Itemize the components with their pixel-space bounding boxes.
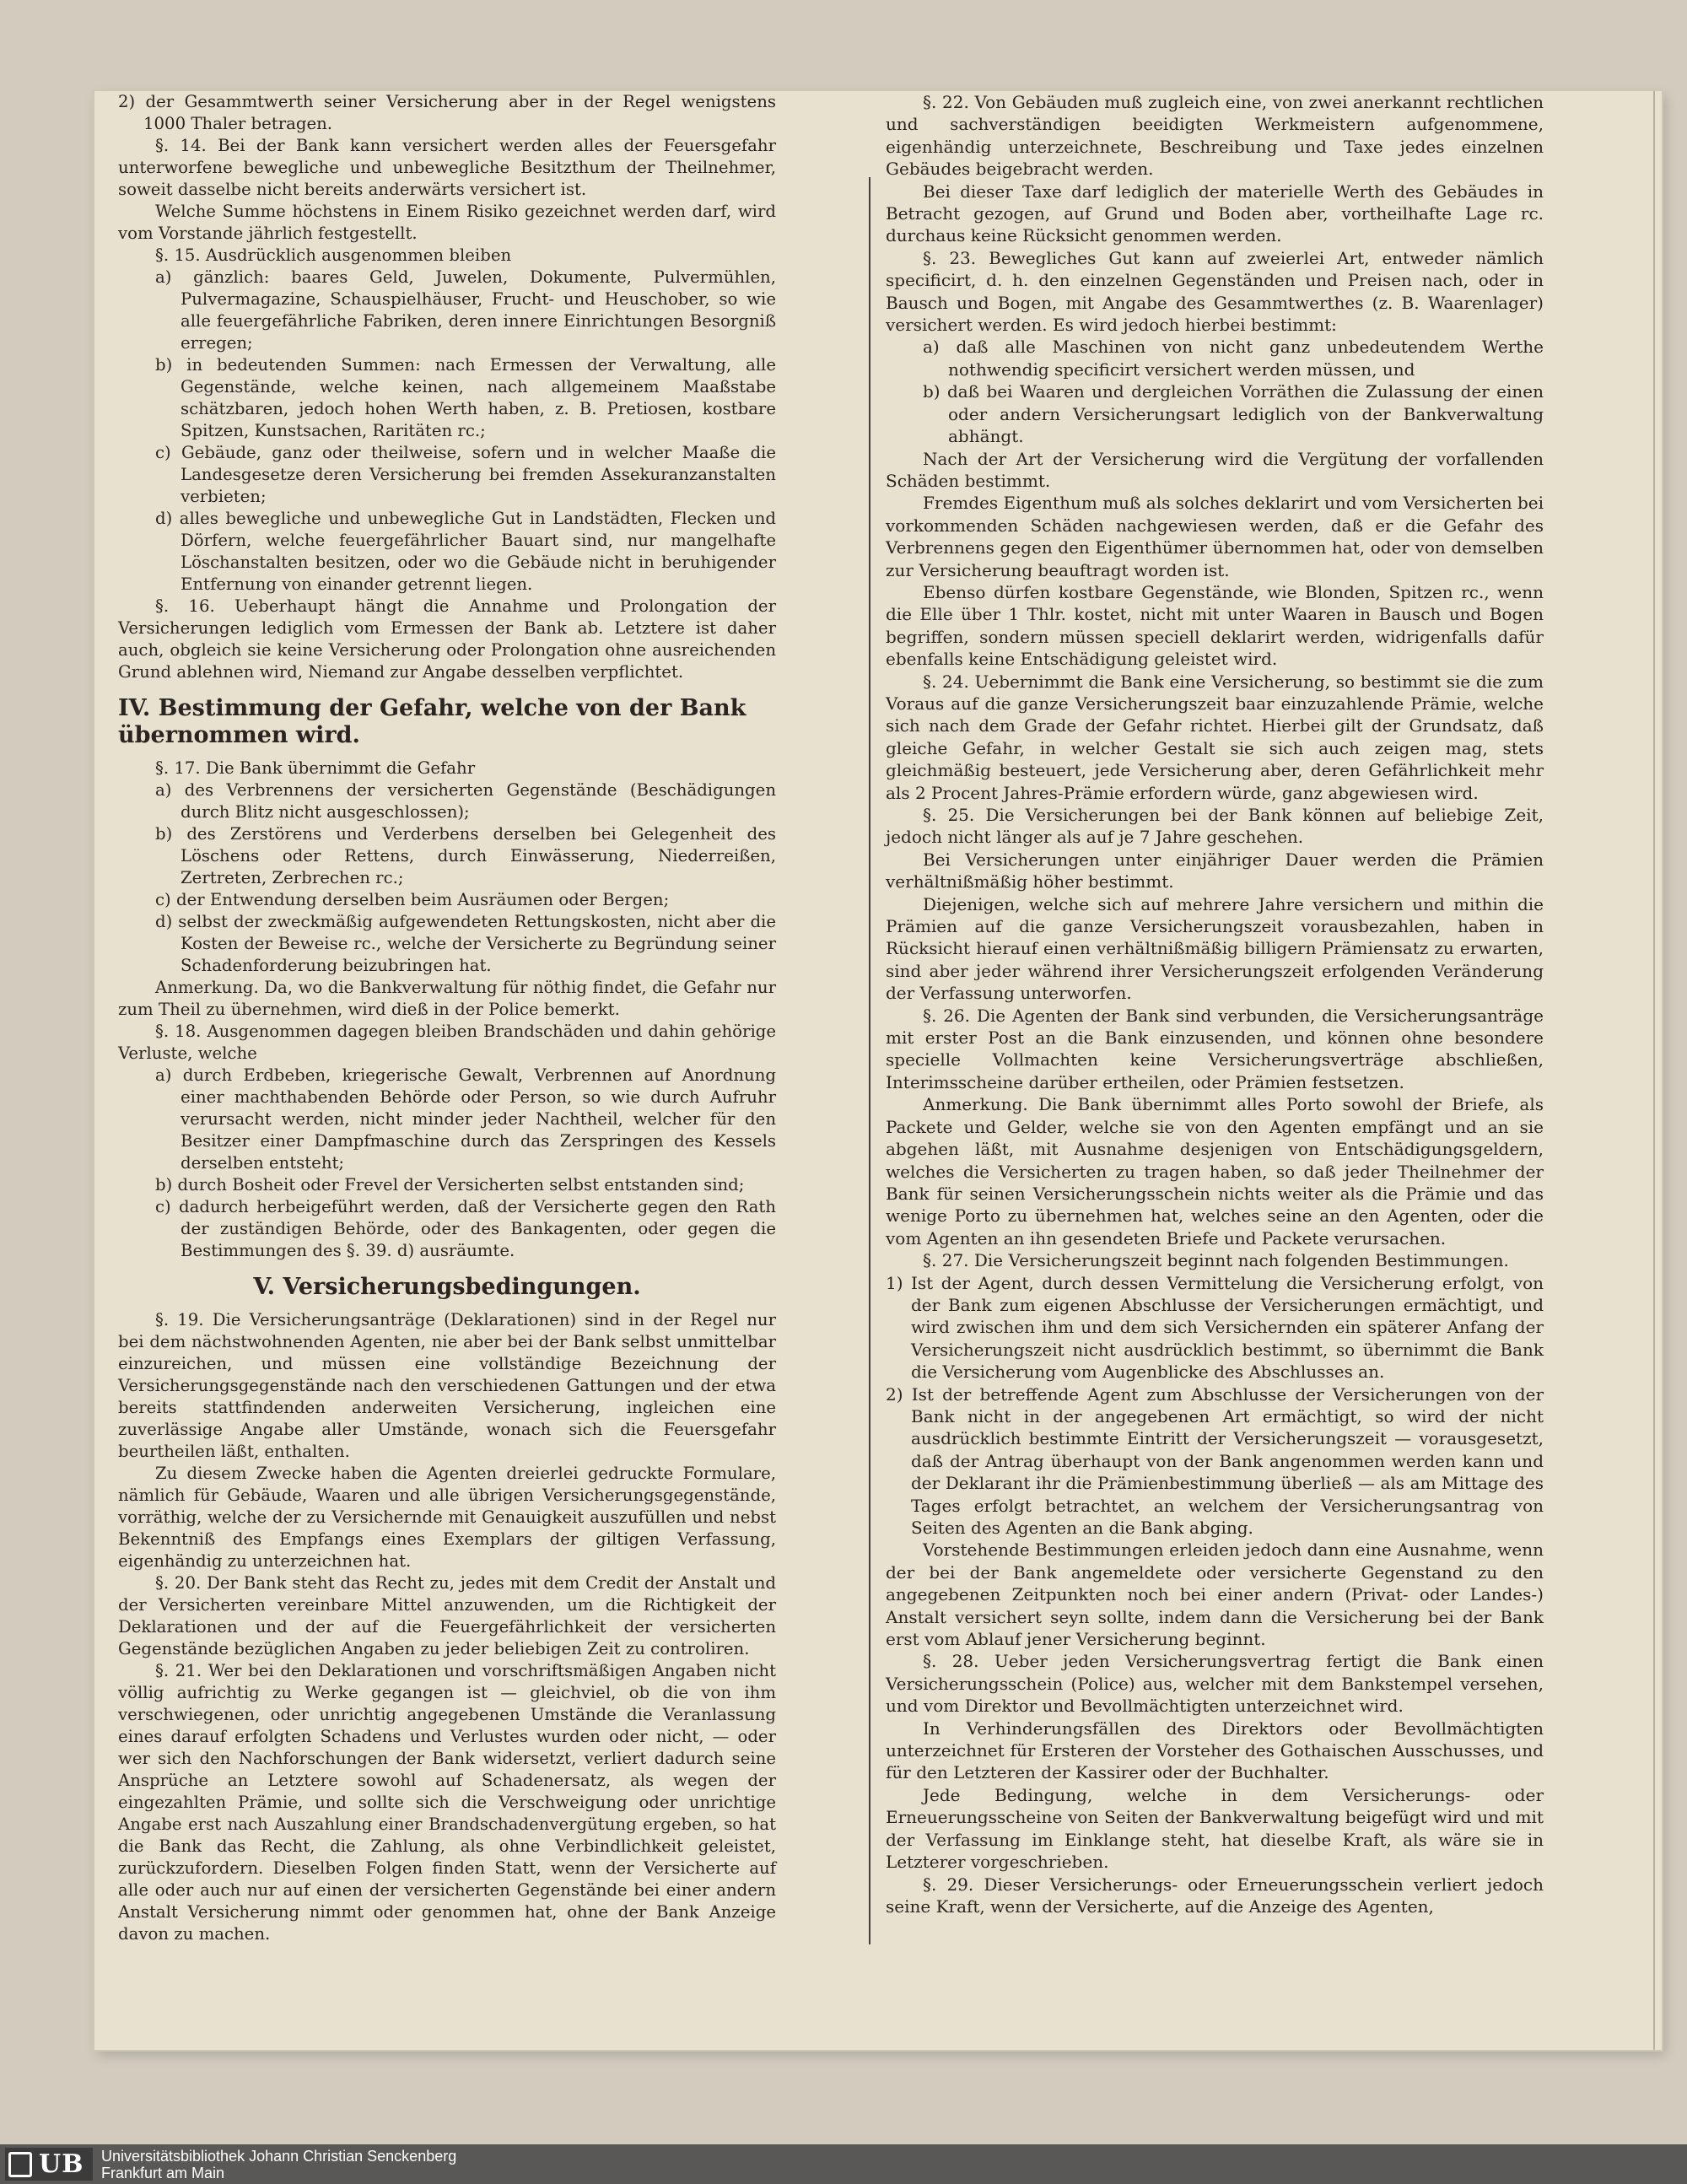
paragraph: §. 22. Von Gebäuden muß zugleich eine, von zwei anerkannt rechtlichen und sachverständigen beeidigten Werkmeistern aufgenommene, eigenhändig unterzeichnete, Beschreibung und Taxe jedes einzelnen Gebäudes beigebracht werden. xyxy=(886,92,1544,180)
column-divider xyxy=(869,177,870,1944)
paragraph: §. 24. Uebernimmt die Bank eine Versicherung, so bestimmt sie die zum Voraus auf die ganze Versicherungszeit baar einzuzahlende Prämie, welche sich nach dem Grade der Gefahr richtet. Hierbei gilt der Grundsatz, daß gleiche Gefahr, in welcher Gestalt sie sich auch zeigen mag, stets gleichmäßig besteuert, jede Versicherung aber, deren Gefährlichkeit mehr als 2 Procent Jahres-Prämie erfordern würde, ganz abgewiesen wird. xyxy=(886,671,1544,803)
logo-text: UB xyxy=(39,2149,84,2179)
paragraph: Nach der Art der Versicherung wird die Vergütung der vorfallenden Schäden bestimmt. xyxy=(886,448,1544,491)
paragraph: §. 20. Der Bank steht das Recht zu, jedes mit dem Credit der Anstalt und der Versicherten vereinbare Mittel anzuwenden, um die Richtigkeit der Deklarationen und der auf die Feuergefährlichkeit der versicherten Gegenstände bezüglichen Angaben zu jeder beliebigen Zeit zu controliren. xyxy=(118,1573,776,1658)
paragraph: §. 16. Ueberhaupt hängt die Annahme und Prolongation der Versicherungen lediglich vom Ermessen der Bank ab. Letztere ist daher auch, obgleich sie keine Versicherung oder Prolongation ohne ausreichenden Grund ablehnen wird, Niemand zur Angabe desselben verpflichtet. xyxy=(118,596,776,682)
paragraph: Vorstehende Bestimmungen erleiden jedoch dann eine Ausnahme, wenn der bei der Bank angemeldete oder versicherte Gegenstand zu den angegebenen Zeitpunkten noch bei einer andern (Privat- oder Landes-) Anstalt versichert seyn sollte, indem dann die Versicherung bei der Bank erst vom Ablauf jener Versicherung beginnt. xyxy=(886,1540,1544,1650)
list-item: b) des Zerstörens und Verderbens derselben bei Gelegenheit des Löschens oder Rettens, durch Einwässerung, Niederreißen, Zertreten, Zerbrechen rc.; xyxy=(155,824,776,887)
list-item: c) dadurch herbeigeführt werden, daß der Versicherte gegen den Rath der zuständigen Behörde, oder des Bankagenten, oder gegen die Bestimmungen des §. 39. d) ausräumte. xyxy=(155,1197,776,1260)
paragraph: §. 29. Dieser Versicherungs- oder Erneuerungsschein verliert jedoch seine Kraft, wenn der Versicherte, auf die Anzeige des Agenten, xyxy=(886,1874,1544,1917)
paragraph: Diejenigen, welche sich auf mehrere Jahre versichern und mithin die Prämien auf die ganze Versicherungszeit vorausbezahlen, haben in Rücksicht hierauf einen verhältnißmäßig billigern Prämiensatz zu erwarten, sind aber jeder während ihrer Versicherungszeit erfolgenden Veränderung der Verfassung unterworfen. xyxy=(886,893,1544,1004)
paragraph: §. 23. Bewegliches Gut kann auf zweierlei Art, entweder nämlich specificirt, d. h. den einzelnen Gegenständen und Preisen nach, oder in Bausch und Bogen, mit Angabe des Gesammtwerthes (z. B. Waarenlager) versichert werden. Es wird jedoch hierbei bestimmt: xyxy=(886,247,1544,336)
paragraph: Jede Bedingung, welche in dem Versicherungs- oder Erneuerungsscheine von Seiten der Bankverwaltung beigefügt wird und mit der Verfassung im Einklange steht, hat dieselbe Kraft, als wäre sie in Letzterer vorgeschrieben. xyxy=(886,1784,1544,1873)
list-item: a) des Verbrennens der versicherten Gegenstände (Beschädigungen durch Blitz nicht ausgeschlossen); xyxy=(155,780,776,822)
library-footer-bar xyxy=(0,2144,1687,2184)
numbered-item: 2) Ist der betreffende Agent zum Abschlusse der Versicherungen von der Bank nicht in der angegebenen Art ermächtigt, so wird der nicht ausdrücklich bestimmte Eintritt der Versicherungszeit — vorausgesetzt, daß der Antrag überhaupt von der Bank angenommen werden kann und der Deklarant ihr die Prämienbestimmung überließ — als am Mittage des Tages erfolgt betrachtet, an welchem der Versicherungsantrag von Seiten des Agenten an die Bank abging. xyxy=(886,1383,1544,1538)
left-text-column xyxy=(118,91,776,1945)
library-name: Universitätsbibliothek Johann Christian Senckenberg xyxy=(101,2148,457,2165)
list-item: b) in bedeutenden Summen: nach Ermessen der Verwaltung, alle Gegenstände, welche keinen, nach allgemeinem Maaßstabe schätzbaren, jedoch hohen Werth haben, z. B. Pretiosen, kostbare Spitzen, Kunstsachen, Raritäten rc.; xyxy=(155,355,776,440)
paragraph: §. 28. Ueber jeden Versicherungsvertrag fertigt die Bank einen Versicherungsschein (Police) aus, welcher mit dem Bankstempel versehen, und vom Direktor und Bevollmächtigten unterzeichnet wird. xyxy=(886,1651,1544,1717)
list-item: d) alles bewegliche und unbewegliche Gut in Landstädten, Flecken und Dörfern, welche feuergefährlicher Bauart sind, nur mangelhafte Löschanstalten besitzen, oder wo die Gebäude nicht in beruhigender Entfernung von einander getrennt liegen. xyxy=(155,509,776,594)
paragraph: Bei Versicherungen unter einjähriger Dauer werden die Prämien verhältnißmäßig höher bestimmt. xyxy=(886,849,1544,892)
list-item: a) durch Erdbeben, kriegerische Gewalt, Verbrennen auf Anordnung einer machthabenden Behörde oder Person, so wie durch Aufruhr verursacht werden, nicht minder jeder Nachtheil, welcher für den Besitzer einer Dampfmaschine durch das Zerspringen des Kessels derselben entsteht; xyxy=(155,1065,776,1173)
section-heading: V. Versicherungsbedingungen. xyxy=(253,1274,641,1300)
paragraph: §. 19. Die Versicherungsanträge (Deklarationen) sind in der Regel nur bei dem nächstwohnenden Agenten, nie aber bei der Bank selbst unmittelbar einzureichen, und müssen eine vollständige Bezeichnung der Versicherungsgegenstände nach den verschiedenen Gattungen und der etwa bereits stattfindenden anderweiten Versicherung, ingleichen eine zuverlässige Angabe aller Umstände, wonach sich die Feuersgefahr beurtheilen läßt, enthalten. xyxy=(118,1310,776,1461)
section-heading: IV. Bestimmung der Gefahr, welche von der Bank übernommen wird. xyxy=(118,695,746,748)
paragraph: Ebenso dürfen kostbare Gegenstände, wie Blonden, Spitzen rc., wenn die Elle über 1 Thlr. kostet, nicht mit unter Waaren in Bausch und Bogen begriffen, sondern müssen speciell deklarirt werden, widrigenfalls dafür ebenfalls keine Entschädigung geleistet wird. xyxy=(886,581,1544,670)
page-fold-edge xyxy=(1653,91,1655,2050)
list-item: c) Gebäude, ganz oder theilweise, sofern und in welcher Maaße die Landesgesetze deren Versicherung bei fremden Assekuranzanstalten verbieten; xyxy=(155,443,776,506)
paragraph: §. 17. Die Bank übernimmt die Gefahr xyxy=(155,758,476,778)
list-item: c) der Entwendung derselben beim Ausräumen oder Bergen; xyxy=(155,890,670,909)
paragraph: Welche Summe höchstens in Einem Risiko gezeichnet werden darf, wird vom Vorstande jährlich festgestellt. xyxy=(118,202,776,243)
paragraph: Anmerkung. Da, wo die Bankverwaltung für nöthig findet, die Gefahr nur zum Theil zu übernehmen, wird dieß in der Police bemerkt. xyxy=(118,978,776,1019)
paragraph: §. 14. Bei der Bank kann versichert werden alles der Feuersgefahr unterworfene bewegliche und unbewegliche Besitzthum der Theilnehmer, soweit dasselbe nicht bereits anderwärts versichert ist. xyxy=(118,136,776,199)
list-item: a) daß alle Maschinen von nicht ganz unbedeutendem Werthe nothwendig specificirt versichert werden müssen, und xyxy=(923,337,1544,380)
right-text-column xyxy=(886,91,1544,1917)
library-logo xyxy=(5,2148,93,2181)
numbered-item: 2) der Gesammtwerth seiner Versicherung aber in der Regel wenigstens 1000 Thaler betragen. xyxy=(118,92,776,133)
paragraph: In Verhinderungsfällen des Direktors oder Bevollmächtigten unterzeichnet für Ersteren der Vorsteher des Gothaischen Ausschusses, und für den Letzteren der Kassirer oder der Buchhalter. xyxy=(886,1718,1544,1783)
paragraph: §. 15. Ausdrücklich ausgenommen bleiben xyxy=(155,245,512,265)
paragraph: §. 21. Wer bei den Deklarationen und vorschriftsmäßigen Angaben nicht völlig aufrichtig zu Werke gegangen ist — gleichviel, ob die von ihm verschwiegenen, oder unrichtig angegebenen Umstände die Veranlassung eines darauf erfolgten Schadens und Verlustes wurden oder nicht, — oder wer sich den Nachforschungen der Bank widersetzt, verliert dadurch seine Ansprüche an Letztere sowohl auf Schadenersatz, als wegen der eingezahlten Prämie, und sollte sich die Verschweigung oder unrichtige Angabe erst nach Auszahlung einer Brandschadenvergütung ergeben, so hat die Bank das Recht, die Zahlung, als ohne Verbindlichkeit geleistet, zurückzufordern. Dieselben Folgen finden Statt, wenn der Versicherte auf alle oder auch nur auf einen der versicherten Gegenstände bei einer andern Anstalt Versicherung nimmt oder genommen hat, ohne der Bank Anzeige davon zu machen. xyxy=(118,1661,776,1944)
paragraph: Fremdes Eigenthum muß als solches deklarirt und vom Versicherten bei vorkommenden Schäden nachgewiesen werden, daß er die Gefahr des Verbrennens gegen den Eigenthümer übernommen hat, oder von demselben zur Versicherung beauftragt worden ist. xyxy=(886,493,1544,580)
list-item: b) durch Bosheit oder Frevel der Versicherten selbst entstanden sind; xyxy=(155,1175,745,1194)
list-item: b) daß bei Waaren und dergleichen Vorräthen die Zulassung der einen oder andern Versicherungsart lediglich von der Bankverwaltung abhängt. xyxy=(923,381,1544,447)
library-emblem-icon xyxy=(8,2152,32,2177)
numbered-item: 1) Ist der Agent, durch dessen Vermittelung die Versicherung erfolgt, von der Bank zum eigenen Abschlusse der Versicherungen ermächtigt, und wird zwischen ihm und dem sich Versichernden ein späterer Anfang der Versicherungszeit nicht ausdrücklich bestimmt, so übernimmt die Bank die Versicherung vom Augenblicke des Abschlusses an. xyxy=(886,1272,1544,1383)
paragraph: Bei dieser Taxe darf lediglich der materielle Werth des Gebäudes in Betracht gezogen, auf Grund und Boden aber, vortheilhafte Lage rc. durchaus keine Rücksicht genommen werden. xyxy=(886,181,1544,246)
paragraph: Zu diesem Zwecke haben die Agenten dreierlei gedruckte Formulare, nämlich für Gebäude, Waaren und alle übrigen Versicherungsgegenstände, vorräthig, welche der zu Versichernde mit Genauigkeit auszufüllen und nebst Bekenntniß des Empfangs eines Exemplars der giltigen Verfassung, eigenhändig zu unterzeichnen hat. xyxy=(118,1464,776,1571)
paragraph: Anmerkung. Die Bank übernimmt alles Porto sowohl der Briefe, als Packete und Gelder, welche sie von den Agenten empfängt und an sie abgehen läßt, mit Ausnahme desjenigen von Entschädigungsgeldern, welches die Versicherten zu tragen haben, so daß jeder Theilnehmer der Bank für seinen Versicherungsschein nichts weiter als die Prämie und das wenige Porto zu übernehmen hat, welches seine an den Agenten, oder die vom Agenten an ihn gesendeten Briefe und Packete verursachen. xyxy=(886,1094,1544,1248)
paragraph: §. 27. Die Versicherungszeit beginnt nach folgenden Bestimmungen. xyxy=(923,1250,1509,1271)
paragraph: §. 18. Ausgenommen dagegen bleiben Brandschäden und dahin gehörige Verluste, welche xyxy=(118,1022,776,1063)
list-item: d) selbst der zweckmäßig aufgewendeten Rettungskosten, nicht aber die Kosten der Beweise rc., welche der Versicherte zu Begründung seiner Schadenforderung beizubringen hat. xyxy=(155,912,776,975)
list-item: a) gänzlich: baares Geld, Juwelen, Dokumente, Pulvermühlen, Pulvermagazine, Schauspielhäuser, Frucht- und Heuschober, so wie alle feuergefährliche Fabriken, deren innere Einrichtungen Besorgniß erregen; xyxy=(155,267,776,353)
library-city: Frankfurt am Main xyxy=(101,2165,225,2181)
paragraph: §. 26. Die Agenten der Bank sind verbunden, die Versicherungsanträge mit erster Post an die Bank einzusenden, und können ohne besondere specielle Vollmachten keine Versicherungsverträge abschließen, Interimsscheine darüber ertheilen, oder Prämien festsetzen. xyxy=(886,1005,1544,1092)
paragraph: §. 25. Die Versicherungen bei der Bank können auf beliebige Zeit, jedoch nicht länger als auf je 7 Jahre geschehen. xyxy=(886,805,1544,848)
